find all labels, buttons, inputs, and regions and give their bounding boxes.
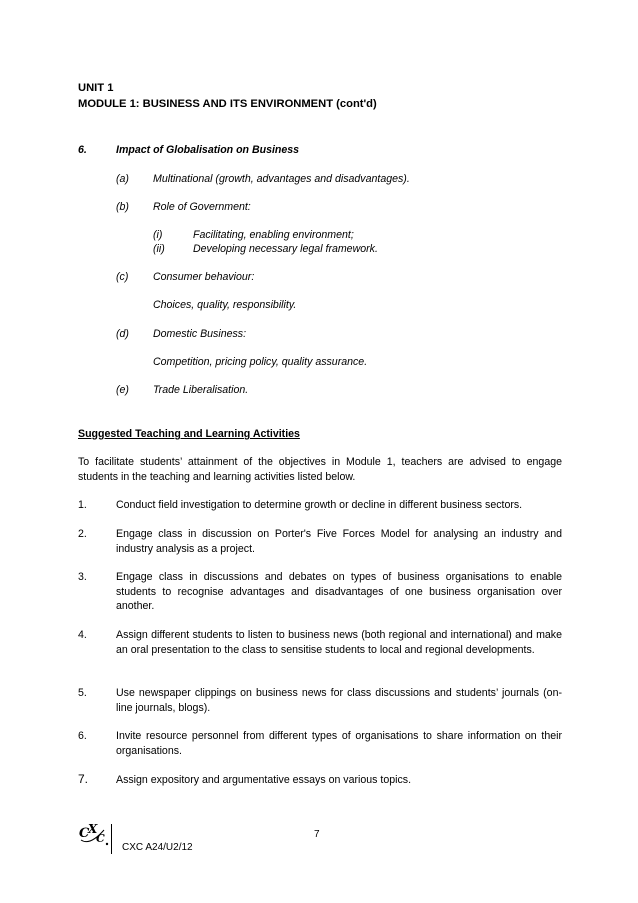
item-detail: Choices, quality, responsibility. bbox=[153, 299, 297, 311]
svg-text:X: X bbox=[88, 822, 98, 836]
item-text: Domestic Business: bbox=[153, 328, 247, 340]
subitem-label: (ii) bbox=[153, 243, 165, 255]
activity-number: 5. bbox=[78, 687, 87, 699]
activities-intro: To facilitate students’ attainment of the objectives in Module 1, teachers are advised to engage students in the teaching and learning activities listed below. bbox=[78, 456, 562, 483]
item-label: (e) bbox=[116, 384, 129, 396]
item-text: Multinational (growth, advantages and disadvantages). bbox=[153, 173, 410, 185]
activity-number: 3. bbox=[78, 571, 87, 583]
item-label: (a) bbox=[116, 173, 129, 185]
page-number: 7 bbox=[314, 829, 320, 840]
item-detail: Competition, pricing policy, quality assurance. bbox=[153, 356, 368, 368]
activity-text: Assign different students to listen to business news (both regional and international) and make an oral presentation to the class to sensitise students to local and regional developments. bbox=[116, 629, 562, 656]
document-code: CXC A24/U2/12 bbox=[122, 842, 193, 853]
activity-number: 1. bbox=[78, 499, 87, 511]
section-title: Impact of Globalisation on Business bbox=[116, 144, 300, 156]
item-text: Role of Government: bbox=[153, 201, 251, 213]
activity-text: Engage class in discussions and debates on types of business organisations to enable students to recognise advantages and disadvantages of one business organisation over another. bbox=[116, 571, 562, 612]
subitem-text: Developing necessary legal framework. bbox=[193, 243, 378, 255]
activity-text: Use newspaper clippings on business news for class discussions and students’ journals (on-line journals, blogs). bbox=[116, 687, 562, 714]
item-text: Trade Liberalisation. bbox=[153, 384, 249, 396]
cxc-logo bbox=[78, 822, 110, 848]
activity-number: 7. bbox=[78, 772, 89, 786]
item-text: Consumer behaviour: bbox=[153, 271, 255, 283]
item-label: (c) bbox=[116, 271, 129, 283]
activities-heading: Suggested Teaching and Learning Activities bbox=[78, 428, 300, 440]
activity-number: 4. bbox=[78, 629, 87, 641]
subitem-label: (i) bbox=[153, 229, 163, 241]
activity-number: 2. bbox=[78, 528, 87, 540]
item-label: (d) bbox=[116, 328, 129, 340]
svg-text:C: C bbox=[79, 826, 90, 841]
activity-text: Invite resource personnel from different types of organisations to share information on their organisations. bbox=[116, 730, 562, 757]
svg-text:C: C bbox=[96, 832, 105, 845]
activity-number: 6. bbox=[78, 730, 87, 742]
activity-text: Assign expository and argumentative essays on various topics. bbox=[116, 774, 412, 786]
item-label: (b) bbox=[116, 201, 129, 213]
unit-heading: UNIT 1 bbox=[78, 82, 114, 94]
subitem-text: Facilitating, enabling environment; bbox=[193, 229, 354, 241]
module-heading: MODULE 1: BUSINESS AND ITS ENVIRONMENT (cont'd) bbox=[78, 98, 377, 110]
activity-text: Engage class in discussion on Porter's Five Forces Model for analysing an industry and industry analysis as a project. bbox=[116, 528, 562, 555]
activity-text: Conduct field investigation to determine growth or decline in different business sectors. bbox=[116, 499, 523, 511]
footer-divider bbox=[111, 824, 112, 854]
section-number: 6. bbox=[78, 144, 87, 156]
